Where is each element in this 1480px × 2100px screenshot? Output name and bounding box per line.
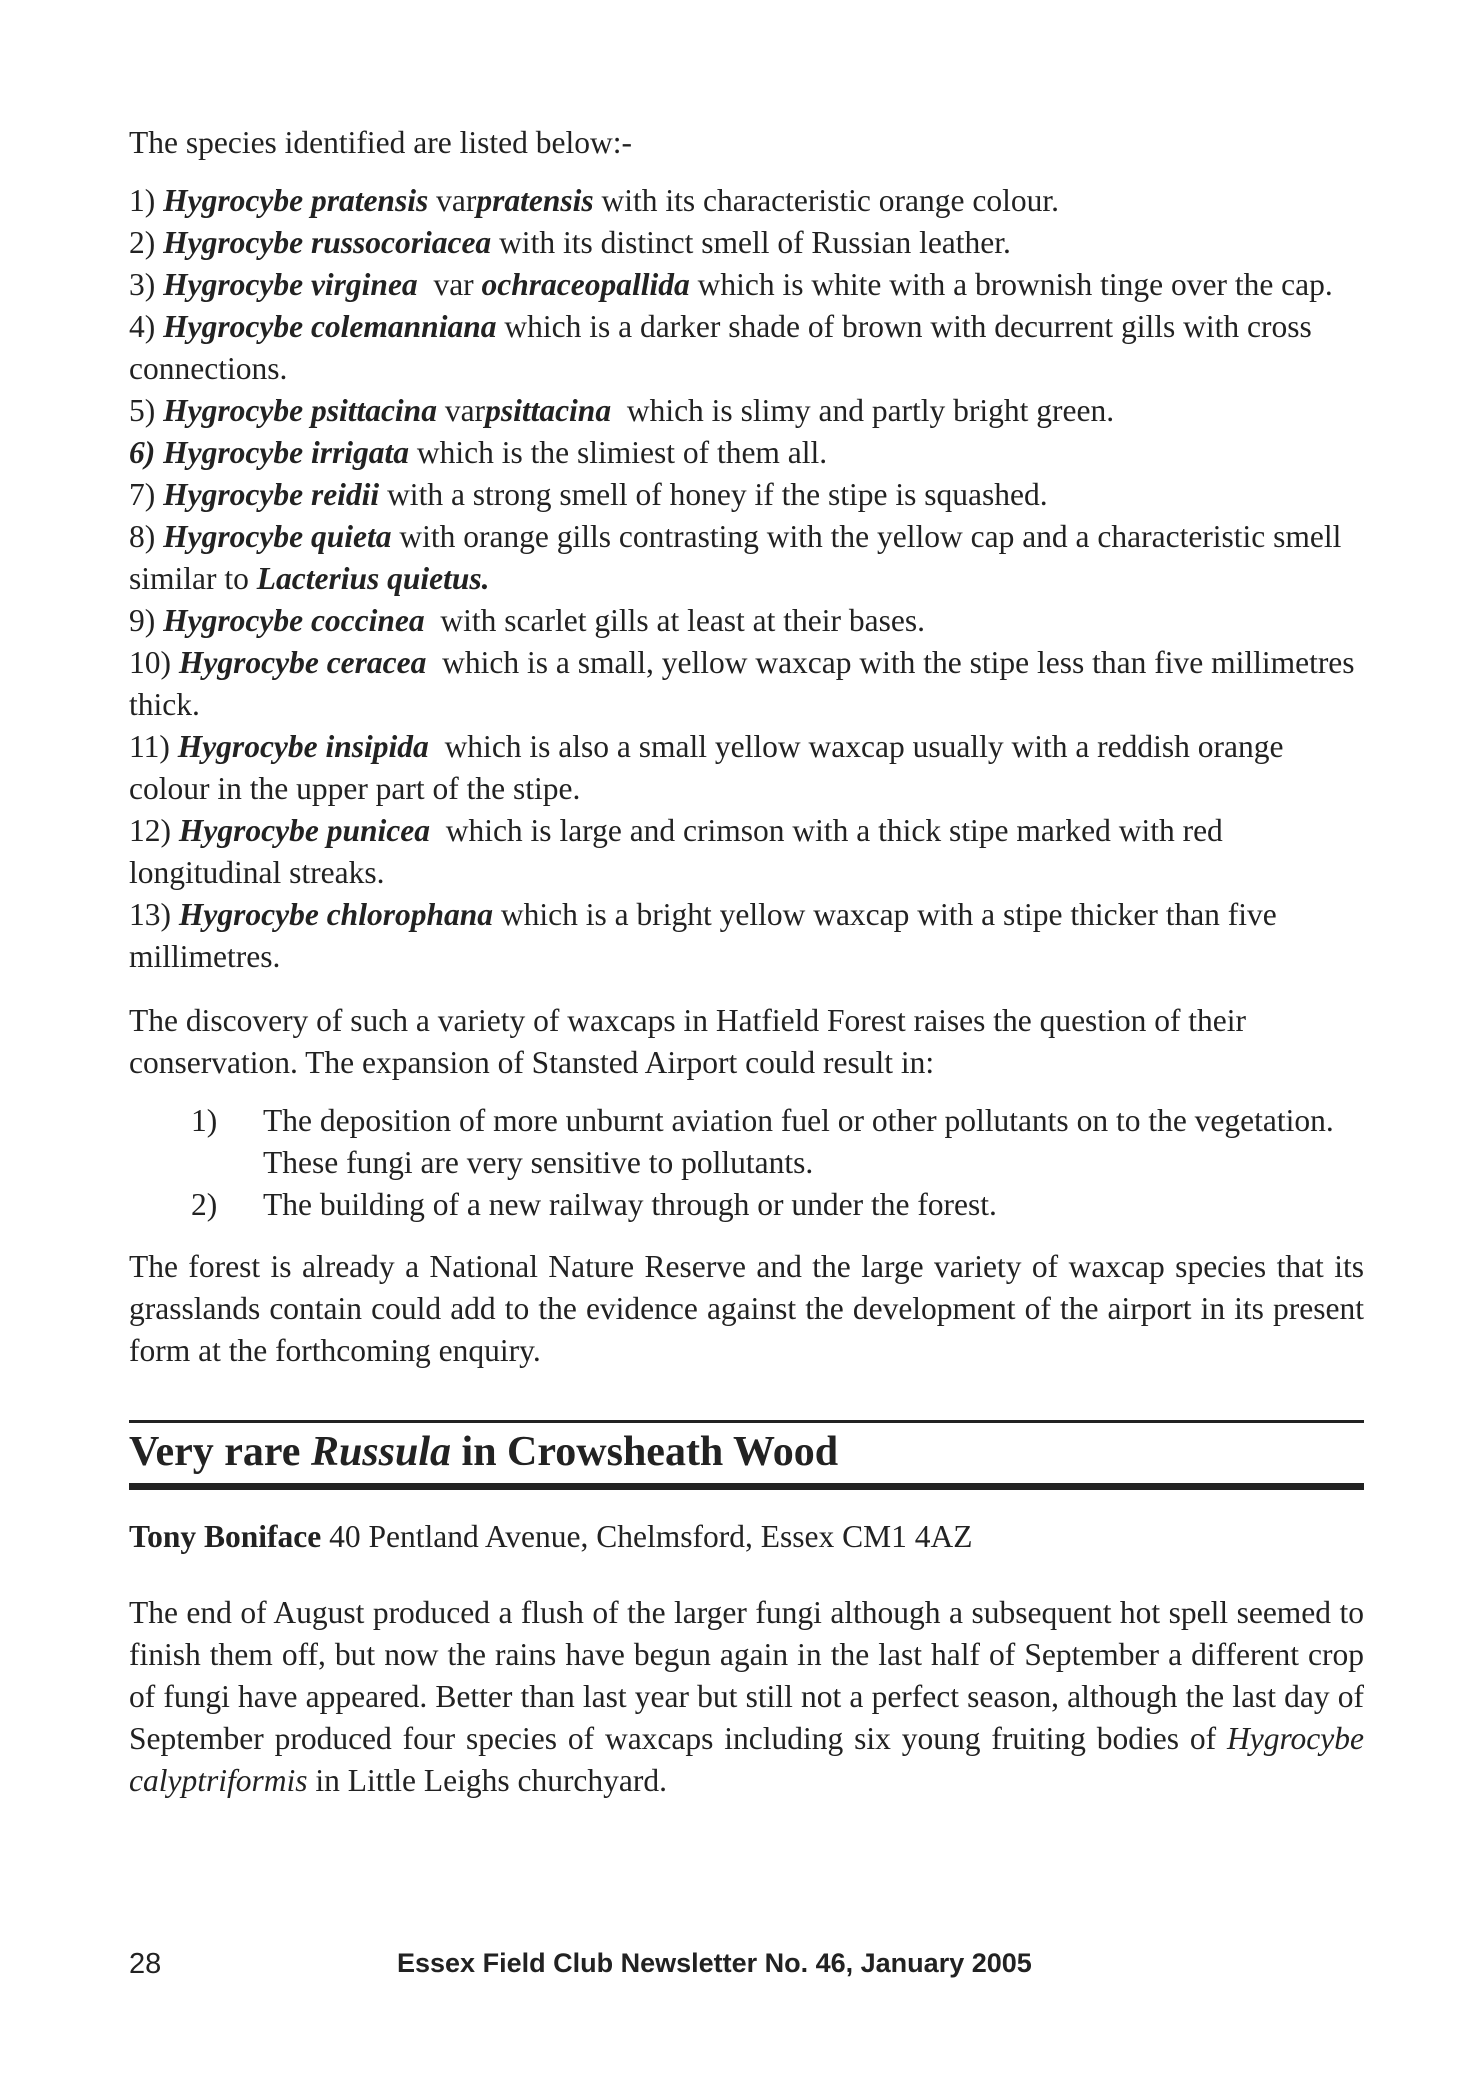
species-item (129, 390, 1364, 432)
variety-word: var (444, 393, 486, 428)
species-item (129, 600, 1364, 642)
species-list (129, 180, 1364, 978)
species-description: with scarlet gills at least at their bases. (440, 603, 925, 638)
species-genus: Hygrocybe (177, 729, 318, 764)
species-epithet: punicea (326, 813, 430, 848)
body-text-end: in Little Leighs churchyard. (315, 1763, 668, 1798)
title-start: Very rare (129, 1429, 301, 1475)
species-number: 7) (129, 477, 156, 512)
title-rule-bottom (129, 1483, 1364, 1490)
variety-name: psittacina (485, 393, 612, 428)
title-genus: Russula (310, 1429, 452, 1475)
species-item (129, 810, 1364, 894)
species-epithet: insipida (325, 729, 429, 764)
variety-word: var (436, 183, 477, 218)
species-description: which is a small, yellow waxcap with the stipe less than five millimetres thick. (129, 645, 1355, 722)
species-number: 12) (129, 813, 171, 848)
species-number: 2) (129, 225, 156, 260)
species-description: which is the slimiest of them all. (416, 435, 828, 470)
species-description: with orange gills contrasting with the yellow cap and a characteristic smell similar to (129, 519, 1342, 596)
body-text-start: The end of August produced a flush of the larger fungi although a subsequent hot spell seemed to finish them off, but now the rains have begun again in the last half of September a different crop of fungi have appeared. Better than last year but still not a perfect season, although the last day of September produced four species of waxcaps including six young fruiting bodies of (129, 1595, 1364, 1756)
species-number: 5) (129, 393, 156, 428)
species-epithet: chlorophana (326, 897, 493, 932)
species-number: 3) (129, 267, 156, 302)
species-item (129, 894, 1364, 978)
species-description: which is also a small yellow waxcap usually with a reddish orange colour in the upper part of the stipe. (129, 729, 1284, 806)
species-epithet: colemanniana (310, 309, 497, 344)
species-genus: Hygrocybe (178, 813, 319, 848)
species-genus: Hygrocybe (163, 477, 304, 512)
species-description: which is large and crimson with a thick stipe marked with red longitudinal streaks. (129, 813, 1223, 890)
variety-word: var (433, 267, 474, 302)
species-genus: Hygrocybe (163, 225, 304, 260)
threat-number: 1) (191, 1103, 218, 1138)
author-name: Tony Boniface (129, 1519, 322, 1554)
intro-text: The species identified are listed below:- (129, 125, 632, 160)
species-genus: Hygrocybe (178, 897, 319, 932)
threat-text: The building of a new railway through or under the forest. (263, 1187, 997, 1222)
species-epithet: irrigata (310, 435, 409, 470)
variety-name: ochraceopallida (481, 267, 690, 302)
author-address: 40 Pentland Avenue, Chelmsford, Essex CM1 4AZ (329, 1519, 973, 1554)
species-epithet: virginea (310, 267, 418, 302)
species-item (129, 474, 1364, 516)
article-title (129, 1425, 1364, 1479)
title-rule-top (129, 1420, 1364, 1423)
species-epithet: russocoriacea (310, 225, 492, 260)
species-description: which is a bright yellow waxcap with a stipe thicker than five millimetres. (129, 897, 1277, 974)
publication-title: Essex Field Club Newsletter No. 46, January 2005 (397, 1948, 1032, 1978)
threat-item (129, 1100, 1364, 1184)
forest-paragraph: The forest is already a National Nature Reserve and the large variety of waxcap species that its grasslands contain could add to the evidence against the development of the airport in its present form at the forthcoming enquiry. (129, 1249, 1364, 1368)
species-number: 11) (129, 729, 170, 764)
species-item (129, 642, 1364, 726)
species-genus: Hygrocybe (163, 183, 304, 218)
species-item (129, 222, 1364, 264)
discovery-paragraph: The discovery of such a variety of waxcaps in Hatfield Forest raises the question of their conservation. The expansion of Stansted Airport could result in: (129, 1003, 1247, 1080)
species-item (129, 516, 1364, 600)
species-description: with its characteristic orange colour. (601, 183, 1059, 218)
species-epithet: psittacina (310, 393, 437, 428)
species-item (129, 432, 1364, 474)
variety-name: pratensis (476, 183, 594, 218)
species-genus: Hygrocybe (163, 603, 304, 638)
body-species: Hygrocybe calyptriformis (129, 1721, 1364, 1798)
species-genus: Hygrocybe (163, 267, 304, 302)
species-epithet: quieta (310, 519, 392, 554)
species-description: with its distinct smell of Russian leather. (499, 225, 1011, 260)
page-number: 28 (129, 1948, 162, 1980)
species-number: 6) (129, 435, 156, 470)
page-content (129, 122, 1364, 1802)
species-item (129, 180, 1364, 222)
species-number: 1) (129, 183, 156, 218)
species-description: with a strong smell of honey if the stipe is squashed. (387, 477, 1048, 512)
species-description: which is slimy and partly bright green. (626, 393, 1115, 428)
species-epithet: ceracea (326, 645, 427, 680)
title-end: in Crowsheath Wood (461, 1429, 839, 1475)
species-number: 13) (129, 897, 171, 932)
species-number: 10) (129, 645, 171, 680)
species-number: 8) (129, 519, 156, 554)
species-item (129, 726, 1364, 810)
species-genus: Hygrocybe (163, 393, 304, 428)
species-number: 4) (129, 309, 156, 344)
species-epithet: coccinea (310, 603, 425, 638)
species-number: 9) (129, 603, 156, 638)
species-genus: Hygrocybe (178, 645, 319, 680)
species-item (129, 306, 1364, 390)
species-epithet: pratensis (310, 183, 429, 218)
article-body (129, 1592, 1364, 1802)
threat-item (129, 1184, 1364, 1226)
threat-text: The deposition of more unburnt aviation fuel or other pollutants on to the vegetation. These fungi are very sensitive to pollutants. (263, 1103, 1334, 1180)
species-epithet: reidii (310, 477, 380, 512)
species-item (129, 264, 1364, 306)
species-genus: Hygrocybe (163, 519, 304, 554)
species-genus: Hygrocybe (163, 309, 304, 344)
species-description: which is white with a brownish tinge over the cap. (697, 267, 1333, 302)
threat-list (129, 1100, 1364, 1226)
page-footer (129, 1948, 1364, 1988)
author-line (129, 1516, 1364, 1558)
threat-number: 2) (191, 1187, 218, 1222)
species-description: which is a darker shade of brown with decurrent gills with cross connections. (129, 309, 1312, 386)
species-genus: Hygrocybe (163, 435, 304, 470)
species-reference: Lacterius quietus. (256, 561, 490, 596)
